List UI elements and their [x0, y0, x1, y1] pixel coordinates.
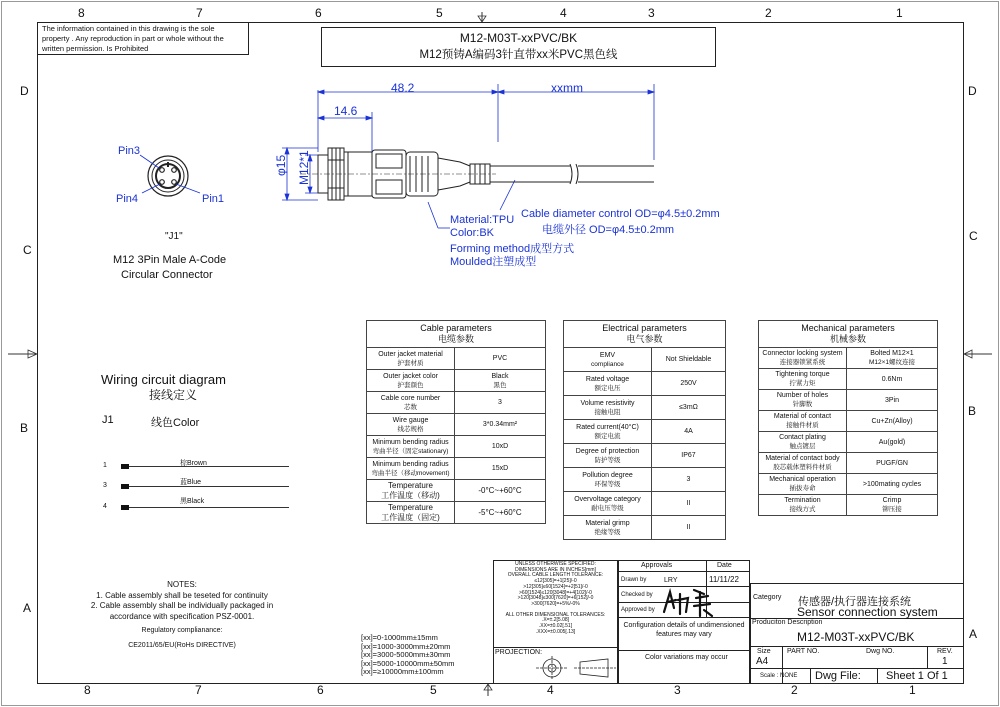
- param-value: >100mating cycles: [847, 474, 938, 495]
- title-cn: 机械参数: [830, 334, 867, 344]
- mechanical-parameters-table: [758, 320, 938, 516]
- wire-pin: 4: [103, 503, 107, 510]
- tol-line: .XXX=±0.005[.13]: [535, 628, 576, 635]
- param-value-cn: M12×1螺纹连接: [868, 359, 916, 366]
- param-cn: 环保等级: [594, 480, 621, 488]
- wire-pin: 3: [103, 482, 107, 489]
- callout-material: Material:TPU: [450, 214, 515, 226]
- param-en: Overvoltage category: [574, 495, 641, 503]
- product-number: M12-M03T-xxPVC/BK: [797, 630, 915, 644]
- pin1-label: Pin1: [202, 193, 225, 205]
- callout-cable-od-cn: 电缆外径 OD=φ4.5±0.2mm: [542, 224, 675, 236]
- notes-line: 2. Cable assembly shall be individually packaged in: [90, 601, 274, 610]
- param-en: Volume resistivity: [580, 399, 635, 407]
- param-value: Au(gold): [847, 432, 938, 453]
- tol-line: >120[3048]≤300[7620]=+6[152]/-0: [517, 595, 594, 602]
- param-cn: 接触件材质: [786, 422, 819, 429]
- param-cn: 线芯规格: [397, 425, 424, 433]
- param-cn: 针脚数: [792, 401, 813, 408]
- param-value: Bolted M12×1: [870, 350, 914, 357]
- param-en: Connector locking system: [762, 350, 843, 357]
- wire-terminal: [121, 464, 129, 469]
- callout-moulded: Moulded注塑成型: [450, 256, 537, 268]
- param-en: Rated voltage: [585, 375, 630, 383]
- zone-bottom-2: 2: [791, 683, 798, 697]
- callout-cable-od-en: Cable diameter control OD=φ4.5±0.2mm: [521, 208, 720, 220]
- wiring-j1: J1: [102, 414, 114, 426]
- param-cn: 接触电阻: [594, 408, 621, 416]
- zone-bottom-8: 8: [84, 683, 91, 697]
- category-cn: 传感器/执行器连接系统: [798, 596, 912, 608]
- notes-heading: NOTES:: [167, 580, 197, 589]
- param-cn: 接线方式: [789, 506, 816, 513]
- wiring-color-header: 线色Color: [151, 417, 200, 429]
- drawn-by-label: Drawn by: [621, 577, 647, 583]
- title-en: Mechanical parameters: [801, 323, 895, 333]
- notes-line: Regulatory complianance:: [141, 627, 223, 634]
- param-value: 3: [652, 468, 726, 492]
- callout-color: Color:BK: [450, 227, 495, 239]
- wire-pin: 1: [103, 462, 107, 469]
- drawn-by-name: LRY: [664, 577, 678, 584]
- param-value: PUGF/GN: [847, 453, 938, 474]
- param-value: 3Pin: [847, 390, 938, 411]
- checked-by-label: Checked by: [621, 592, 653, 598]
- wire-color-label: 黑Black: [180, 498, 205, 505]
- param-value: 10xD: [455, 436, 546, 458]
- param-value: -5°C~+60°C: [455, 502, 546, 524]
- param-cn: 绝缘等级: [594, 528, 621, 536]
- param-value: Cu+Zn(Alloy): [847, 411, 938, 432]
- param-value: Crimp: [882, 497, 902, 504]
- param-cn: 弯曲半径（固定stationary): [372, 447, 449, 455]
- param-value-cn: 铆压接: [882, 506, 902, 513]
- zone-left-B: B: [20, 421, 29, 435]
- tolerance-line: [xx]=≥10000mm±100mm: [361, 667, 444, 677]
- zone-top-1: 1: [896, 6, 903, 20]
- tol-line: >12[305]≤60[1524]=+2[51]/-0: [523, 583, 588, 590]
- callout-forming: Forming method成型方式: [450, 243, 575, 255]
- zone-top-2: 2: [765, 6, 772, 20]
- param-cn: 额定电流: [594, 432, 621, 440]
- connector-desc1: M12 3Pin Male A-Code: [113, 254, 227, 266]
- param-cn: 额定电压: [594, 384, 621, 392]
- drawn-date: 11/11/22: [709, 575, 739, 584]
- approved-by-label: Approved by: [621, 607, 655, 613]
- zone-right-D: D: [968, 84, 977, 98]
- tol-line: ALL OTHER DIMENSIONAL TOLERANCES:: [505, 611, 606, 618]
- tol-line: OVERALL CABLE LENGTH TOLERANCE:: [507, 572, 604, 579]
- param-value-cn: 黑色: [493, 381, 507, 389]
- param-cn: 弯曲半径（移动movement): [371, 469, 450, 477]
- param-value: 15xD: [455, 458, 546, 480]
- part-no-label: PART NO.: [787, 648, 820, 655]
- param-value: 4A: [652, 420, 726, 444]
- param-cn: 触点镀层: [789, 443, 816, 450]
- zone-bottom-6: 6: [317, 683, 324, 697]
- title-cn: 电缆参数: [438, 334, 475, 344]
- connector-desc2: Circular Connector: [121, 269, 213, 281]
- wire-line: [129, 486, 289, 487]
- tol-line: >60[1524]≤120[3048]=+4[102]/-0: [519, 589, 592, 596]
- param-value: PVC: [455, 348, 546, 370]
- param-en: Minimum bending radius: [372, 460, 449, 468]
- notice-text: The information contained in this drawing is the sole property . Any reproduction in part or whole without the written permission. Is Prohibited: [42, 24, 224, 53]
- tb-vline: [810, 668, 811, 684]
- approvals-header: Approvals: [641, 562, 673, 569]
- category-en: Sensor connection system: [797, 605, 938, 619]
- zone-right-A: A: [969, 627, 978, 641]
- scale-label: Scale : NONE: [760, 673, 798, 679]
- wire-line: [129, 466, 289, 467]
- size-label: Size: [757, 648, 771, 655]
- wire-color-label: 蓝Blue: [180, 479, 202, 486]
- tb-vline: [877, 668, 878, 684]
- notes-line: CE2011/65/EU(RoHs DIRECTIVE): [128, 641, 236, 649]
- zone-top-3: 3: [648, 6, 655, 20]
- param-en: Pollution degree: [582, 471, 633, 479]
- rev-label: REV.: [937, 648, 953, 655]
- param-en: Material of contact body: [765, 455, 840, 462]
- zone-top-7: 7: [196, 6, 203, 20]
- param-value: 250V: [652, 372, 726, 396]
- dim-thread: M12*1: [297, 150, 311, 185]
- param-cn: 防护等级: [594, 456, 621, 464]
- param-en: Material of contact: [773, 413, 832, 420]
- param-value: II: [652, 516, 726, 540]
- param-en: Outer jacket color: [383, 372, 438, 380]
- zone-bottom-7: 7: [195, 683, 202, 697]
- param-cn: compliance: [591, 360, 624, 368]
- dim-diameter: φ15: [274, 154, 288, 176]
- product-label: Produciton Description: [752, 619, 823, 626]
- zone-bottom-4: 4: [547, 683, 554, 697]
- param-en: Material grimp: [585, 519, 630, 527]
- title-line1: M12-M03T-xxPVC/BK: [459, 31, 578, 45]
- approvals-hline: [618, 571, 750, 572]
- approvals-hline: [618, 650, 750, 651]
- zone-top-8: 8: [78, 6, 85, 20]
- wire-terminal: [121, 484, 129, 489]
- tol-line: .X=±.2[5.08]: [541, 617, 570, 624]
- tol-line: >300[7620]=+5%/-0%: [531, 600, 580, 607]
- param-en: Wire gauge: [392, 416, 429, 424]
- wiring-title-cn: 接线定义: [149, 388, 198, 402]
- param-en: Number of holes: [776, 392, 829, 399]
- param-cn: 工作温度（移动): [381, 491, 440, 500]
- tb-vline: [927, 646, 928, 668]
- zone-bottom-1: 1: [909, 683, 916, 697]
- param-cn: 耐电压等级: [591, 504, 624, 512]
- param-value: 3: [455, 392, 546, 414]
- tolerance-line: [xx]=5000-10000mm±50mm: [361, 658, 455, 668]
- param-value: -0°C~+60°C: [455, 480, 546, 502]
- param-value: Not Shieldable: [652, 348, 726, 372]
- param-value: II: [652, 492, 726, 516]
- color-note: Color variations may occur: [645, 654, 728, 661]
- tol-line: .XX=±0.02[.51]: [538, 623, 573, 630]
- wire-terminal: [121, 505, 129, 510]
- title-en: Electrical parameters: [602, 323, 687, 333]
- category-label: Category: [753, 594, 782, 601]
- dwg-no-label: Dwg NO.: [866, 648, 895, 655]
- param-en: Rated current(40°C): [576, 423, 639, 431]
- dwg-file-label: Dwg File:: [815, 670, 861, 682]
- param-en: Temperature: [388, 481, 433, 490]
- zone-right-B: B: [968, 404, 977, 418]
- rev-value: 1: [942, 656, 948, 667]
- wiring-title-en: Wiring circuit diagram: [101, 372, 226, 387]
- zone-bottom-3: 3: [674, 683, 681, 697]
- title-line2: M12预铸A编码3针直带xx米PVC黑色线: [419, 49, 618, 61]
- title-cn: 电气参数: [626, 334, 663, 344]
- param-cn: 连接器锁紧系统: [779, 359, 826, 366]
- pin3-label: Pin3: [118, 145, 141, 157]
- electrical-parameters-table: [563, 320, 726, 540]
- electrical-params-title: [564, 321, 726, 348]
- param-en: Contact plating: [779, 434, 826, 441]
- size-value: A4: [756, 656, 769, 667]
- connector-id: "J1": [165, 231, 183, 242]
- param-value: Black: [491, 372, 509, 380]
- param-cn: 护套颜色: [397, 381, 424, 389]
- projection-label: PROJECTION:: [495, 649, 543, 656]
- wire-line: [129, 507, 289, 508]
- param-en: Tightening torque: [775, 371, 830, 378]
- param-cn: 护套材质: [397, 359, 424, 367]
- zone-left-C: C: [23, 243, 32, 257]
- tolerance-line: [xx]=3000-5000mm±30mm: [361, 650, 451, 660]
- length-tolerance-list: [361, 634, 455, 677]
- param-value: 3*0.34mm²: [455, 414, 546, 436]
- tol-line: ≤12[305]=+1[25]/-0: [534, 578, 577, 585]
- param-en: Termination: [784, 497, 821, 504]
- notes-line: 1. Cable assembly shall be teseted for continuity: [96, 590, 268, 600]
- zone-left-A: A: [23, 601, 32, 615]
- param-value: ≤3mΩ: [652, 396, 726, 420]
- tolerance-line: [xx]=0-1000mm±15mm: [361, 633, 438, 642]
- param-en: Temperature: [388, 503, 433, 512]
- notes-block: [82, 580, 282, 651]
- param-en: Degree of protection: [575, 447, 640, 455]
- param-en: EMV: [599, 351, 616, 359]
- cable-params-title: [367, 321, 546, 348]
- param-cn: 芯数: [404, 403, 417, 411]
- zone-bottom-5: 5: [430, 683, 437, 697]
- zone-top-6: 6: [315, 6, 322, 20]
- wire-color-label: 棕Brown: [180, 460, 207, 467]
- param-en: Outer jacket material: [378, 350, 443, 358]
- tol-line: UNLESS OTHERWISE SPECIFIED:: [515, 561, 596, 567]
- cable-parameters-table: [366, 320, 546, 524]
- config-note: Configuration details of undimensioned features may vary: [623, 622, 745, 638]
- param-cn: 工作温度（固定): [381, 513, 440, 522]
- param-cn: 胶芯载体塑料件材质: [773, 464, 832, 471]
- zone-top-4: 4: [560, 6, 567, 20]
- param-cn: 插拔寿命: [789, 485, 816, 492]
- param-en: Mechanical operation: [769, 476, 836, 483]
- tolerance-text: [493, 562, 618, 635]
- sheet-label: Sheet 1 Of 1: [886, 670, 948, 682]
- zone-right-C: C: [969, 229, 978, 243]
- title-en: Cable parameters: [420, 323, 492, 333]
- dim-cable-length: xxmm: [551, 81, 583, 95]
- pin4-label: Pin4: [116, 193, 139, 205]
- dim-nut: 14.6: [334, 104, 358, 118]
- param-en: Cable core number: [380, 394, 441, 402]
- mechanical-params-title: [759, 321, 938, 348]
- notes-line: accordance with specification PSZ-0001.: [109, 611, 255, 621]
- date-header: Date: [717, 562, 732, 569]
- zone-left-D: D: [20, 84, 29, 98]
- zone-top-5: 5: [436, 6, 443, 20]
- tol-line: DIMENSIONS ARE IN INCHES[mm]: [515, 566, 596, 573]
- param-en: Minimum bending radius: [372, 438, 449, 446]
- dim-overall: 48.2: [391, 81, 415, 95]
- signature: [660, 586, 720, 618]
- projection-symbol: [530, 655, 620, 681]
- param-cn: 拧紧力矩: [789, 380, 816, 387]
- param-value: 0.6Nm: [847, 369, 938, 390]
- tolerance-line: [xx]=1000-3000mm±20mm: [361, 641, 451, 651]
- param-value: IP67: [652, 444, 726, 468]
